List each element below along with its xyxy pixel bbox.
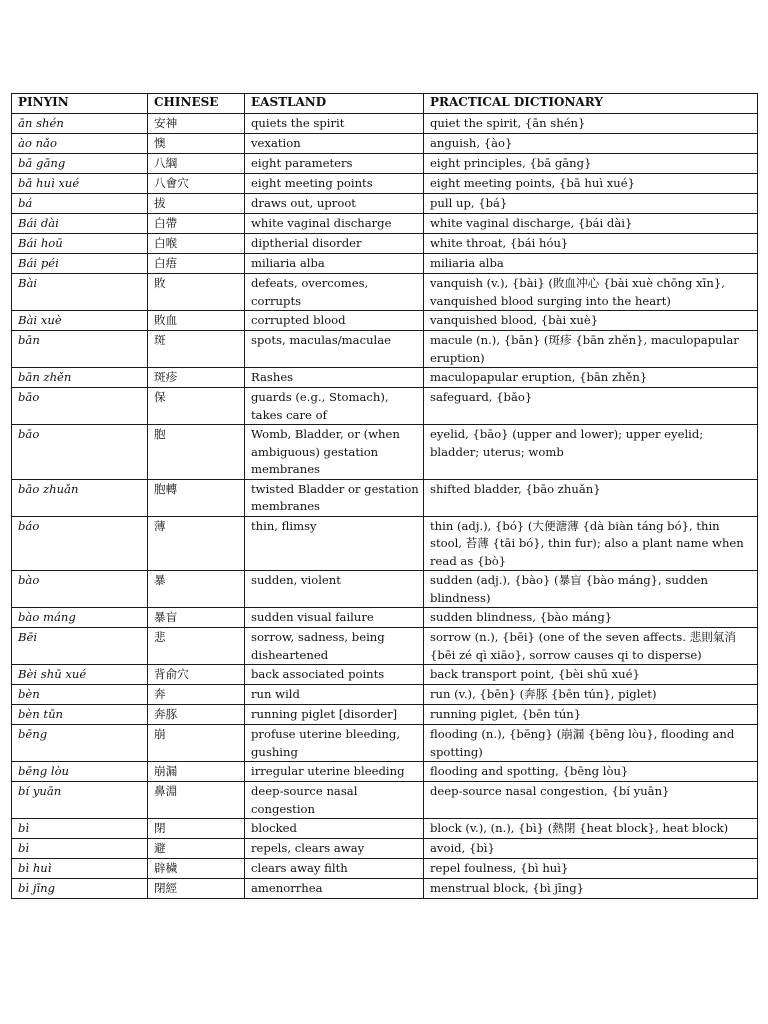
- table-row: [12, 879, 758, 899]
- cell-pinyin: bān: [12, 331, 148, 368]
- cell-eastland: quiets the spirit: [245, 114, 424, 134]
- table-row: [12, 571, 758, 608]
- cell-pinyin: bā gāng: [12, 154, 148, 174]
- cell-practical-dictionary: avoid, {bì}: [424, 839, 758, 859]
- cell-practical-dictionary: miliaria alba: [424, 254, 758, 274]
- cell-practical-dictionary: sudden (adj.), {bào} (暴盲 {bào máng}, sudden blindness): [424, 571, 758, 608]
- cell-pinyin: bēng: [12, 725, 148, 762]
- cell-eastland: running piglet [disorder]: [245, 705, 424, 725]
- cell-practical-dictionary: shifted bladder, {bāo zhuǎn}: [424, 479, 758, 516]
- cell-practical-dictionary: block (v.), (n.), {bì} (熱閉 {heat block}, heat block): [424, 819, 758, 839]
- cell-chinese: 閉經: [148, 879, 245, 899]
- cell-pinyin: bēng lòu: [12, 762, 148, 782]
- table-row: [12, 194, 758, 214]
- cell-chinese: 閉: [148, 819, 245, 839]
- glossary-page: [11, 93, 757, 899]
- cell-pinyin: Bài: [12, 274, 148, 311]
- cell-chinese: 斑疹: [148, 368, 245, 388]
- table-row: [12, 311, 758, 331]
- table-row: [12, 665, 758, 685]
- table-row: [12, 725, 758, 762]
- table-row: [12, 859, 758, 879]
- cell-pinyin: bì huì: [12, 859, 148, 879]
- cell-practical-dictionary: vanquish (v.), {bài} (敗血冲心 {bài xuè chōng xīn}, vanquished blood surging into the heart): [424, 274, 758, 311]
- table-row: [12, 154, 758, 174]
- cell-chinese: 暴盲: [148, 608, 245, 628]
- cell-chinese: 崩漏: [148, 762, 245, 782]
- table-row: [12, 254, 758, 274]
- cell-practical-dictionary: running piglet, {bēn tún}: [424, 705, 758, 725]
- cell-eastland: twisted Bladder or gestation membranes: [245, 479, 424, 516]
- cell-chinese: 背俞穴: [148, 665, 245, 685]
- cell-pinyin: bèn tūn: [12, 705, 148, 725]
- cell-practical-dictionary: run (v.), {bēn} (奔豚 {bēn tún}, piglet): [424, 685, 758, 705]
- cell-chinese: 斑: [148, 331, 245, 368]
- cell-practical-dictionary: safeguard, {bǎo}: [424, 388, 758, 425]
- cell-chinese: 辟穢: [148, 859, 245, 879]
- cell-practical-dictionary: pull up, {bá}: [424, 194, 758, 214]
- cell-chinese: 安神: [148, 114, 245, 134]
- cell-practical-dictionary: deep-source nasal congestion, {bí yuān}: [424, 782, 758, 819]
- cell-eastland: sudden, violent: [245, 571, 424, 608]
- table-row: [12, 331, 758, 368]
- cell-chinese: 避: [148, 839, 245, 859]
- cell-pinyin: Bēi: [12, 628, 148, 665]
- cell-pinyin: bèn: [12, 685, 148, 705]
- cell-chinese: 胞: [148, 425, 245, 480]
- cell-practical-dictionary: back transport point, {bèi shū xué}: [424, 665, 758, 685]
- cell-eastland: run wild: [245, 685, 424, 705]
- cell-eastland: defeats, overcomes, corrupts: [245, 274, 424, 311]
- term-comparison-table: [11, 93, 758, 899]
- cell-eastland: amenorrhea: [245, 879, 424, 899]
- cell-eastland: white vaginal discharge: [245, 214, 424, 234]
- cell-pinyin: bào máng: [12, 608, 148, 628]
- cell-pinyin: bāo: [12, 425, 148, 480]
- cell-practical-dictionary: thin (adj.), {bó} (大便溏薄 {dà biàn táng bó}, thin stool, 苔薄 {tāi bó}, thin fur); also a plant name when read as {bò}: [424, 516, 758, 571]
- table-row: [12, 425, 758, 480]
- cell-practical-dictionary: anguish, {ào}: [424, 134, 758, 154]
- table-row: [12, 516, 758, 571]
- cell-chinese: 敗: [148, 274, 245, 311]
- cell-chinese: 拔: [148, 194, 245, 214]
- table-body: [12, 114, 758, 899]
- cell-eastland: repels, clears away: [245, 839, 424, 859]
- cell-eastland: vexation: [245, 134, 424, 154]
- cell-pinyin: bì: [12, 839, 148, 859]
- cell-pinyin: ào nǎo: [12, 134, 148, 154]
- cell-practical-dictionary: vanquished blood, {bài xuè}: [424, 311, 758, 331]
- cell-chinese: 白喉: [148, 234, 245, 254]
- cell-pinyin: Bái hoū: [12, 234, 148, 254]
- header-practical-dictionary: PRACTICAL DICTIONARY: [424, 94, 758, 114]
- table-row: [12, 114, 758, 134]
- table-row: [12, 174, 758, 194]
- cell-eastland: clears away filth: [245, 859, 424, 879]
- cell-chinese: 白帶: [148, 214, 245, 234]
- cell-eastland: eight meeting points: [245, 174, 424, 194]
- cell-practical-dictionary: eight principles, {bā gāng}: [424, 154, 758, 174]
- cell-chinese: 奔: [148, 685, 245, 705]
- table-row: [12, 839, 758, 859]
- cell-pinyin: bān zhěn: [12, 368, 148, 388]
- cell-practical-dictionary: sorrow (n.), {bēi} (one of the seven affects. 悲則氣消 {bēi zé qì xiāo}, sorrow causes qi to disperse): [424, 628, 758, 665]
- cell-practical-dictionary: maculopapular eruption, {bān zhěn}: [424, 368, 758, 388]
- cell-chinese: 保: [148, 388, 245, 425]
- table-row: [12, 819, 758, 839]
- cell-practical-dictionary: flooding (n.), {bēng} (崩漏 {bēng lòu}, flooding and spotting): [424, 725, 758, 762]
- table-row: [12, 368, 758, 388]
- table-row: [12, 628, 758, 665]
- cell-pinyin: bā huì xué: [12, 174, 148, 194]
- cell-chinese: 八會穴: [148, 174, 245, 194]
- cell-chinese: 敗血: [148, 311, 245, 331]
- cell-eastland: miliaria alba: [245, 254, 424, 274]
- cell-chinese: 悲: [148, 628, 245, 665]
- cell-eastland: deep-source nasal congestion: [245, 782, 424, 819]
- cell-eastland: spots, maculas/maculae: [245, 331, 424, 368]
- cell-eastland: profuse uterine bleeding, gushing: [245, 725, 424, 762]
- cell-practical-dictionary: quiet the spirit, {ān shén}: [424, 114, 758, 134]
- header-chinese: CHINESE: [148, 94, 245, 114]
- cell-pinyin: ān shén: [12, 114, 148, 134]
- cell-eastland: irregular uterine bleeding: [245, 762, 424, 782]
- cell-eastland: corrupted blood: [245, 311, 424, 331]
- cell-chinese: 鼻淵: [148, 782, 245, 819]
- cell-pinyin: Bái péi: [12, 254, 148, 274]
- cell-pinyin: Bái dài: [12, 214, 148, 234]
- table-row: [12, 134, 758, 154]
- cell-eastland: eight parameters: [245, 154, 424, 174]
- cell-chinese: 懊: [148, 134, 245, 154]
- table-row: [12, 479, 758, 516]
- table-row: [12, 214, 758, 234]
- cell-chinese: 白痦: [148, 254, 245, 274]
- cell-chinese: 奔豚: [148, 705, 245, 725]
- cell-practical-dictionary: eyelid, {bāo} (upper and lower); upper eyelid; bladder; uterus; womb: [424, 425, 758, 480]
- cell-practical-dictionary: white throat, {bái hóu}: [424, 234, 758, 254]
- cell-chinese: 崩: [148, 725, 245, 762]
- cell-pinyin: báo: [12, 516, 148, 571]
- cell-pinyin: bāo: [12, 388, 148, 425]
- table-row: [12, 782, 758, 819]
- cell-chinese: 暴: [148, 571, 245, 608]
- cell-eastland: diptherial disorder: [245, 234, 424, 254]
- cell-practical-dictionary: repel foulness, {bì huì}: [424, 859, 758, 879]
- cell-eastland: blocked: [245, 819, 424, 839]
- cell-pinyin: bì: [12, 819, 148, 839]
- header-row: [12, 94, 758, 114]
- cell-pinyin: Bèi shū xué: [12, 665, 148, 685]
- cell-pinyin: bí yuān: [12, 782, 148, 819]
- cell-eastland: sorrow, sadness, being disheartened: [245, 628, 424, 665]
- cell-chinese: 八綱: [148, 154, 245, 174]
- cell-pinyin: Bài xuè: [12, 311, 148, 331]
- cell-chinese: 胞轉: [148, 479, 245, 516]
- cell-eastland: sudden visual failure: [245, 608, 424, 628]
- cell-pinyin: bá: [12, 194, 148, 214]
- table-row: [12, 274, 758, 311]
- cell-eastland: Womb, Bladder, or (when ambiguous) gestation membranes: [245, 425, 424, 480]
- table-row: [12, 685, 758, 705]
- cell-chinese: 薄: [148, 516, 245, 571]
- table-row: [12, 388, 758, 425]
- cell-practical-dictionary: macule (n.), {bān} (斑疹 {bān zhěn}, maculopapular eruption): [424, 331, 758, 368]
- table-row: [12, 762, 758, 782]
- table-row: [12, 608, 758, 628]
- header-eastland: EASTLAND: [245, 94, 424, 114]
- cell-pinyin: bào: [12, 571, 148, 608]
- cell-practical-dictionary: eight meeting points, {bā huì xué}: [424, 174, 758, 194]
- cell-eastland: draws out, uproot: [245, 194, 424, 214]
- cell-pinyin: bì jīng: [12, 879, 148, 899]
- table-row: [12, 234, 758, 254]
- cell-practical-dictionary: flooding and spotting, {bēng lòu}: [424, 762, 758, 782]
- table-row: [12, 705, 758, 725]
- cell-practical-dictionary: white vaginal discharge, {bái dài}: [424, 214, 758, 234]
- cell-practical-dictionary: sudden blindness, {bào máng}: [424, 608, 758, 628]
- cell-practical-dictionary: menstrual block, {bì jīng}: [424, 879, 758, 899]
- cell-eastland: thin, flimsy: [245, 516, 424, 571]
- cell-eastland: back associated points: [245, 665, 424, 685]
- cell-eastland: Rashes: [245, 368, 424, 388]
- cell-pinyin: bāo zhuǎn: [12, 479, 148, 516]
- header-pinyin: PINYIN: [12, 94, 148, 114]
- cell-eastland: guards (e.g., Stomach), takes care of: [245, 388, 424, 425]
